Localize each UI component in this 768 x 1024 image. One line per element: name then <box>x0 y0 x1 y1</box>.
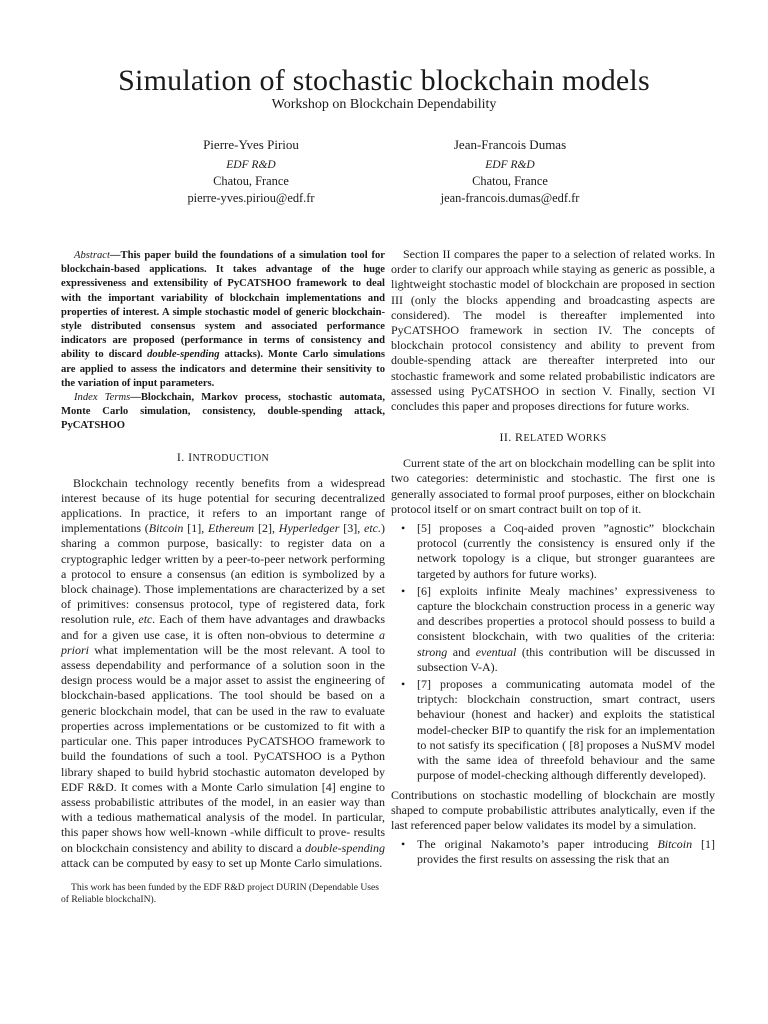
abstract: Abstract—This paper build the foundations of a simulation tool for blockchain-based applications. It takes advantage of the huge expressiveness and extensibility of PyCATSHOO framework to deal with the important variability of blockchain implementations and properties of interest. A simple stochastic model of generic blockchain-style distributed consensus system and associated performance indicators are proposed (performance in terms of consistency and ability to discard double-spending attacks). Monte Carlo simulations are applied to assess the indicators and determine their sensitivity to the variation of input parameters. <box>61 250 386 389</box>
paper-subtitle: Workshop on Blockchain Dependability <box>271 97 497 112</box>
author-location: Chatou, France <box>472 174 548 189</box>
abstract-text: This paper build the foundations of a simulation tool for blockchain-based applications. It takes advantage of the huge expressiveness and extensibility of PyCATSHOO framework to deal with the important variability of blockchain implementations and properties of interest. A simple stochastic model of generic blockchain-style distributed consensus system and associated performance indicators are proposed (performance in terms of consistency and ability to discard <box>61 250 385 361</box>
paper-title: Simulation of stochastic blockchain models <box>118 64 650 97</box>
left-column <box>61 249 385 906</box>
author-name: Jean-Francois Dumas <box>453 137 567 152</box>
index-terms: Index Terms—Blockchain, Markov process, stochastic automata, Monte Carlo simulation, consistency, double-spending attack, PyCATSHOO <box>61 392 385 432</box>
author-block <box>131 137 371 206</box>
author-affiliation: EDF R&D <box>485 158 535 171</box>
author-email: jean-francois.dumas@edf.fr <box>440 190 580 205</box>
right-column <box>391 247 715 872</box>
list-item: • The original Nakamoto’s paper introducing Bitcoin [1] provides the first results on assessing the risk that an <box>417 837 715 867</box>
bullet-list <box>391 521 715 783</box>
abstract-text-end: attacks). Monte Carlo simulations are applied to assess the indicators and determine their sensitivity to the variation of input parameters. <box>61 349 386 389</box>
section-heading: II. RELATED WORKS <box>499 430 607 445</box>
section-heading: I. INTRODUCTION <box>176 449 270 464</box>
author-location: Chatou, France <box>213 174 289 189</box>
paragraph: Contributions on stochastic modelling of blockchain are mostly shaped to compute probabilistic attributes analytically, even if the last referenced paper below validates its model by a simulation. <box>391 787 715 832</box>
author-name: Pierre-Yves Piriou <box>203 137 299 152</box>
abstract-emphasis: double-spending <box>147 349 220 361</box>
list-item: • [7] proposes a communicating automata model of the triptych: blockchain construction, smart contract, users behaviour (honest and hacker) and exploits the statistical model-checker BIP to quantify the risk for an implementation to not satisfy its specification ( [8] proposes a NuSMV model with the same idea of threefold behaviour and the same purpose of model-checking although differently developed). <box>417 677 715 783</box>
author-block <box>390 137 630 206</box>
author-email: pierre-yves.piriou@edf.fr <box>187 190 315 205</box>
footnote: This work has been funded by the EDF R&D project DURIN (Dependable Uses of Reliable blockchaIN). <box>61 881 379 905</box>
author-affiliation: EDF R&D <box>226 158 276 171</box>
index-terms-label: Index Terms <box>74 392 131 404</box>
paragraph: Section II compares the paper to a selection of related works. In order to clarify our approach while staying as generic as possible, a lightweight stochastic model of blockchain are proposed in section III (only the blocks appending and broadcasting aspects are considered). The model is thereafter implemented into PyCATSHOO framework in section IV. The concepts of blockchain protocol consistency and ability to prevent from double-spending attack are thereafter interpreted into our stochastic framework and some related probabilistic indicators are assessed using PyCATSHOO in section V. Finally, section VI concludes this paper and proposes directions for future works. <box>391 247 715 414</box>
bullet-list <box>391 837 715 867</box>
paragraph: Current state of the art on blockchain modelling can be split into two categories: deterministic and stochastic. The first one is generally associated to formal proof purposes, either on blockchain protocol itself or on smart contract built on top of it. <box>391 456 715 516</box>
list-item: • [6] exploits infinite Mealy machines’ expressiveness to capture the blockchain construction process in a generic way and describes properties a protocol should possess to build a consistent blockchain, with two qualities of the criteria: strong and eventual (this contribution will be discussed in subsection V-A). <box>417 584 715 675</box>
list-item: • [5] proposes a Coq-aided proven ”agnostic” blockchain protocol (currently the consistency is ensured only if the network topology is a clique, but stronger guarantees are targeted by authors for future works). <box>417 521 715 582</box>
index-terms-text: Blockchain, Markov process, stochastic automata, Monte Carlo simulation, consistency, double-spending attack, PyCATSHOO <box>61 392 385 432</box>
intro-paragraph: Blockchain technology recently benefits from a widespread interest because of its huge potential for securing decentralized applications. In practice, it refers to an important range of implementations (Bitcoin [1], Ethereum [2], Hyperledger [3], etc.) sharing a common purpose, basically: to register data on a cryptographic ledger written by a peer-to-peer network performing a protocol to ensure a consensus (an edition is symbolized by a block chainage). Those implementations are characterized by a set of primitives: consensus protocol, type of registered data, fork resolution rule, etc. Each of them have advantages and drawbacks and for a given use case, it is often non-obvious to determine a priori what implementation will be the most relevant. A tool to assess dependability and performance of a solution soon in the design process would be a major asset to assist the engineering of blockchain-based applications. The tool should be based on a generic blockchain model, that can be used in the raw to evaluate properties across implementations or be customized to fit with a particular one. This paper introduces PyCATSHOO framework to build the foundations of such a tool. PyCATSHOO is a Python library shaped to build hybrid stochastic automaton developed by EDF R&D. It comes with a Monte Carlo simulation [4] engine to assess probabilistic attributes of the model, in an easier way than with a tedious mathematical analysis of the model. In particular, this paper shows how well-known -while difficult to prove- results on blockchain consistency and ability to discard a double-spending attack can be computed by easy to set up Monte Carlo simulations. <box>61 475 386 870</box>
abstract-label: Abstract <box>74 250 110 261</box>
